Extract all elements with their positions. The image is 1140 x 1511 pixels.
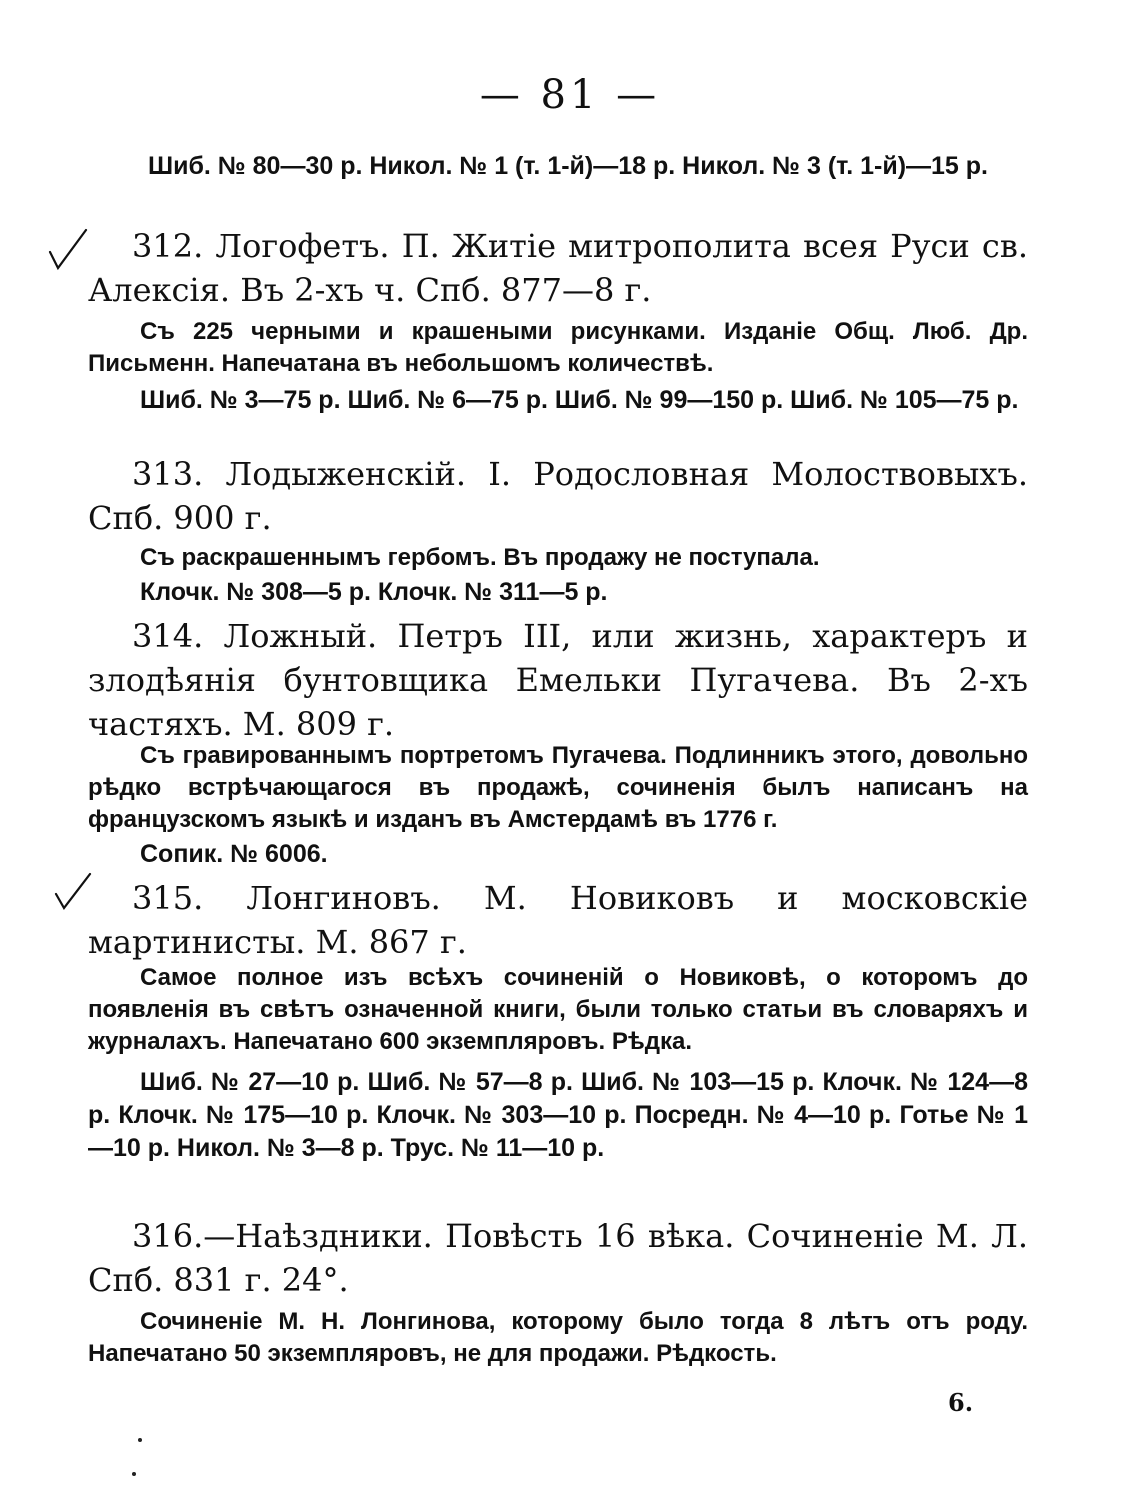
entry-314-prices: Сопик. № 6006. (140, 840, 328, 868)
entry-312-title: 312. Логофетъ. П. Житіе митрополита всея Руси св. Алексія. Въ 2-хъ ч. Спб. 877—8 г. (88, 227, 1028, 309)
entry-312-prices: Шиб. № 3—75 р. Шиб. № 6—75 р. Шиб. № 99—150 р. Шиб. № 105—75 р. (140, 386, 1019, 414)
entry-312-note: Съ 225 черными и крашеными рисунками. Изданіе Общ. Люб. Др. Письменн. Напечатана въ небольшомъ количествѣ. (88, 318, 1028, 377)
ink-speck (138, 1438, 142, 1442)
entry-313-title: 313. Лодыженскій. І. Родословная Молоствовыхъ. Спб. 900 г. (88, 455, 1028, 537)
entry-314-note: Съ гравированнымъ портретомъ Пугачева. Подлинникъ этого, довольно рѣдко встрѣчающагося въ продажѣ, сочиненія былъ написанъ на французскомъ языкѣ и изданъ въ Амстердамѣ въ 1776 г. (88, 742, 1028, 833)
page-number: — 81 — (479, 72, 661, 118)
entry-315-note: Самое полное изъ всѣхъ сочиненій о Новиковѣ, о которомъ до появленія въ свѣтъ означенной книги, были только статьи въ словаряхъ и журналахъ. Напечатано 600 экземпляровъ. Рѣдка. (88, 964, 1028, 1055)
entry-311-prices: Шиб. № 80—30 р. Никол. № 1 (т. 1-й)—18 р. Никол. № 3 (т. 1-й)—15 р. (148, 152, 989, 180)
entry-313-prices: Клочк. № 308—5 р. Клочк. № 311—5 р. (140, 578, 608, 606)
entry-315-title: 315. Лонгиновъ. М. Новиковъ и московскіе мартинисты. М. 867 г. (88, 879, 1028, 961)
entry-316-note: Сочиненіе М. Н. Лонгинова, которому было тогда 8 лѣтъ отъ роду. Напечатано 50 экземпляровъ, не для продажи. Рѣдкость. (88, 1308, 1028, 1367)
handwritten-check-icon (46, 228, 90, 272)
printer-signature-mark: 6. (948, 1388, 974, 1417)
ink-speck (132, 1472, 136, 1476)
entry-315-prices: Шиб. № 27—10 р. Шиб. № 57—8 р. Шиб. № 103—15 р. Клочк. № 124—8 р. Клочк. № 175—10 р. Клочк. № 303—10 р. Посредн. № 4—10 р. Готье № 1—10 р. Никол. № 3—8 р. Трус. № 11—10 р. (88, 1068, 1028, 1162)
entry-316-title: 316.—Наѣздники. Повѣсть 16 вѣка. Сочиненіе М. Л. Спб. 831 г. 24°. (88, 1217, 1028, 1299)
entry-314-title: 314. Ложный. Петръ III, или жизнь, характеръ и злодѣянія бунтовщика Емельки Пугачева. Въ 2-хъ частяхъ. М. 809 г. (88, 617, 1028, 743)
entry-313-note: Съ раскрашеннымъ гербомъ. Въ продажу не поступала. (140, 544, 820, 571)
